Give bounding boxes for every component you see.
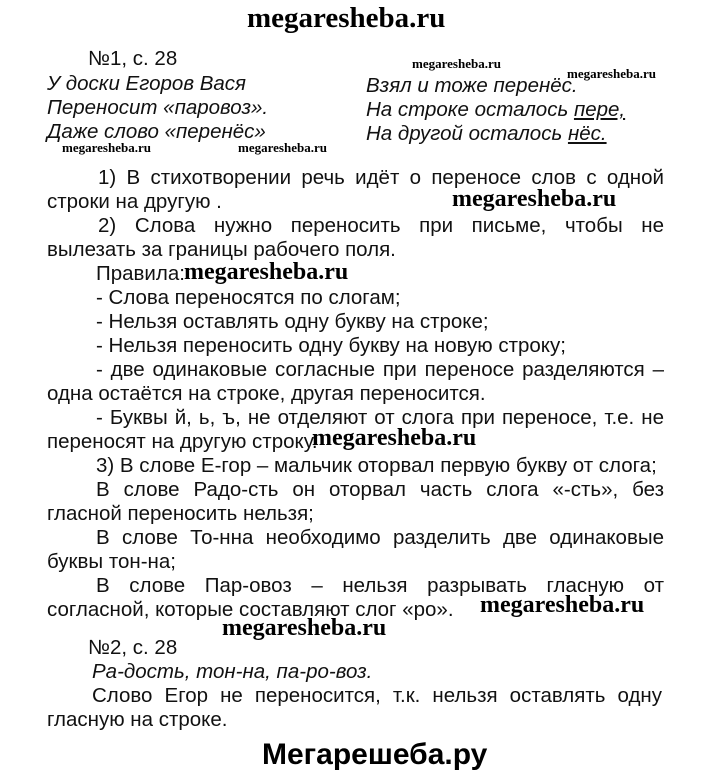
poem-right-line-2-underlined: пере, — [573, 98, 626, 121]
small-watermark-1: megaresheba.ru — [412, 56, 501, 71]
task2-words: Ра-дость, тон-на, па-ро-воз. — [92, 660, 373, 683]
poem-right-line-3 — [366, 122, 607, 146]
answer2-line-2: вылезать за границы рабочего поля. — [47, 238, 396, 261]
rules-label: Правила: — [96, 262, 185, 285]
poem-right-line-2-text: На строке осталось — [366, 98, 574, 121]
rule-4-line-2: одна остаётся на строке, другая переносится. — [47, 382, 486, 405]
answer3-line-1: 3) В слове Е-гор – мальчик оторвал первую букву от слога; — [96, 454, 657, 477]
answer1-line-2: строки на другую . — [47, 190, 222, 213]
poem-left-line-3: Даже слово «перенёс» — [47, 120, 266, 143]
poem-right-line-2 — [366, 98, 625, 122]
footer-watermark: Мегарешеба.ру — [262, 738, 488, 771]
watermark-mid-5: megaresheba.ru — [222, 615, 387, 641]
poem-left-line-2: Переносит «паровоз». — [47, 96, 269, 119]
rule-5-line-2: переносят на другую строку. — [47, 430, 318, 453]
watermark-mid-3: megaresheba.ru — [312, 425, 477, 451]
small-watermark-3: megaresheba.ru — [62, 140, 151, 155]
task2-line-2: гласную на строке. — [47, 708, 228, 731]
watermark-mid-1: megaresheba.ru — [452, 186, 617, 212]
small-watermark-4: megaresheba.ru — [238, 140, 327, 155]
task2-heading: №2, с. 28 — [88, 636, 178, 659]
answer3-line-2: В слове Радо-сть он оторвал часть слога «-сть», без — [96, 478, 664, 501]
answer3-line-4: В слове То-нна необходимо разделить две одинаковые — [96, 526, 664, 549]
rule-3: - Нельзя переносить одну букву на новую строку; — [96, 334, 566, 357]
rule-1: - Слова переносятся по слогам; — [96, 286, 401, 309]
task1-heading: №1, с. 28 — [88, 47, 178, 70]
answer1-line-1: 1) В стихотворении речь идёт о переносе слов с одной — [98, 166, 664, 189]
poem-right-line-3-text: На другой осталось — [366, 122, 568, 145]
watermark-mid-2: megaresheba.ru — [184, 259, 349, 285]
answer3-line-5: буквы тон-на; — [47, 550, 176, 573]
task2-line-1: Слово Егор не переносится, т.к. нельзя оставлять одну — [92, 684, 662, 707]
rule-5-line-1: - Буквы й, ь, ъ, не отделяют от слога при переносе, т.е. не — [96, 406, 664, 429]
rule-2: - Нельзя оставлять одну букву на строке; — [96, 310, 489, 333]
header-watermark: megaresheba.ru — [247, 2, 446, 34]
poem-right-line-3-underlined: нёс. — [567, 122, 607, 145]
poem-right-line-1: Взял и тоже перенёс. — [366, 74, 578, 97]
rule-4-line-1: - две одинаковые согласные при переносе разделяются – — [96, 358, 664, 381]
answer3-line-7: согласной, которые составляют слог «ро». — [47, 598, 454, 621]
answer3-line-3: гласной переносить нельзя; — [47, 502, 314, 525]
answer3-line-6: В слове Пар-овоз – нельзя разрывать гласную от — [96, 574, 664, 597]
poem-left-line-1: У доски Егоров Вася — [47, 72, 246, 95]
answer2-line-1: 2) Слова нужно переносить при письме, чтобы не — [98, 214, 664, 237]
watermark-mid-4: megaresheba.ru — [480, 592, 645, 618]
small-watermark-2: megaresheba.ru — [567, 66, 656, 81]
